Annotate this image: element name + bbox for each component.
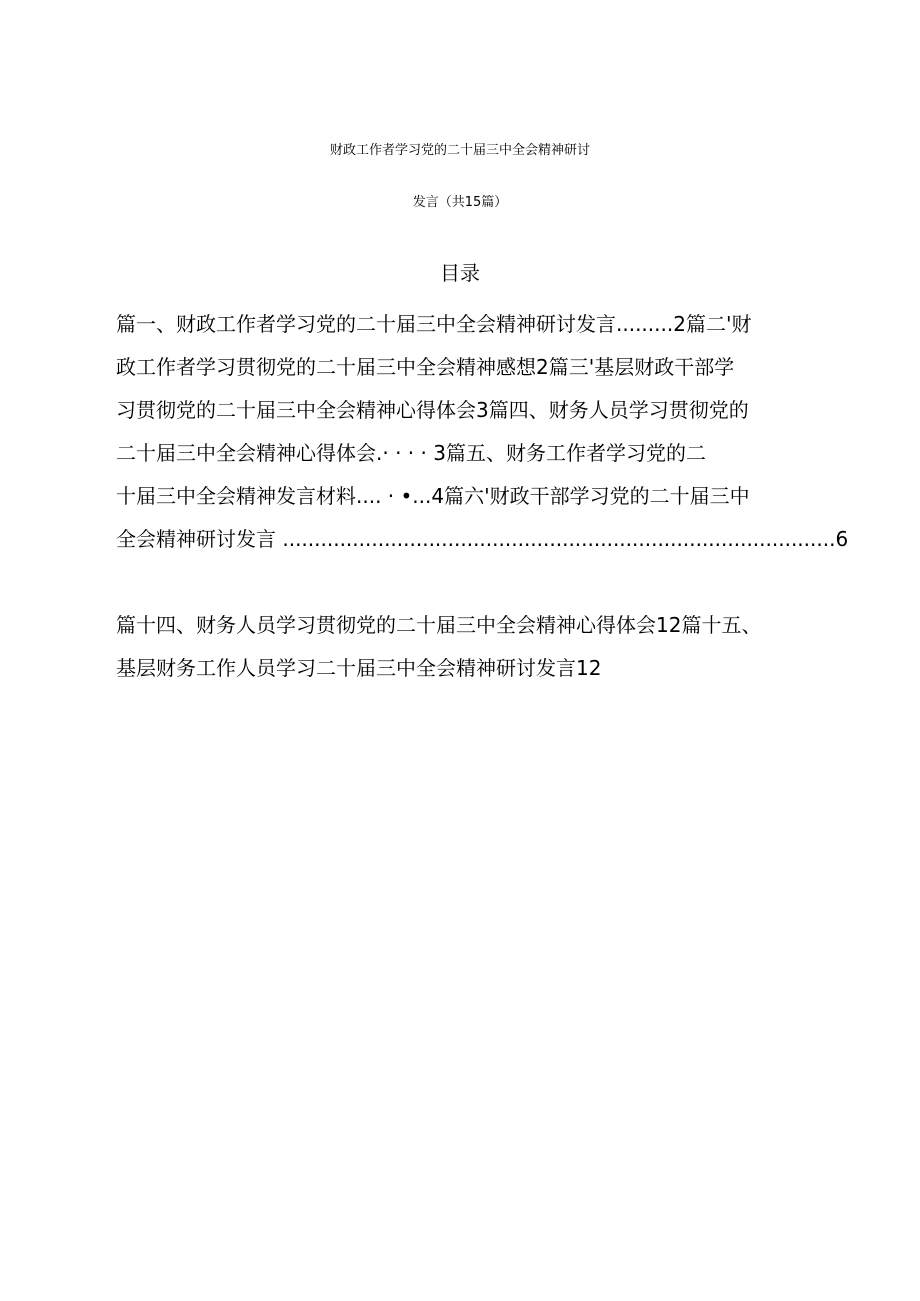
document-title-line-1: 财政工作者学习党的二十届三中全会精神研讨	[329, 143, 590, 158]
toc-line: 篇一、财政工作者学习党的二十届三中全会精神研讨发言.........2篇二'财	[116, 312, 752, 336]
toc-line: 十届三中全会精神发言材料.... · •...4篇六'财政干部学习党的二十届三中	[116, 484, 750, 508]
toc-line: 全会精神研讨发言 .......................................................................................6	[116, 527, 849, 551]
toc-line: 二十届三中全会精神心得体会.· · · · 3篇五、财务工作者学习党的二	[116, 441, 706, 465]
toc-heading: 目录	[440, 261, 480, 285]
toc-line: 习贯彻党的二十届三中全会精神心得体会3篇四、财务人员学习贯彻党的	[116, 398, 749, 422]
toc-line: 政工作者学习贯彻党的二十届三中全会精神感想2篇三'基层财政干部学	[116, 355, 735, 379]
document-title-line-2: 发言（共15篇）	[412, 195, 508, 210]
toc-line: 篇十四、财务人员学习贯彻党的二十届三中全会精神心得体会12篇十五、	[116, 613, 762, 637]
toc-line: 基层财务工作人员学习二十届三中全会精神研讨发言12	[116, 656, 602, 680]
